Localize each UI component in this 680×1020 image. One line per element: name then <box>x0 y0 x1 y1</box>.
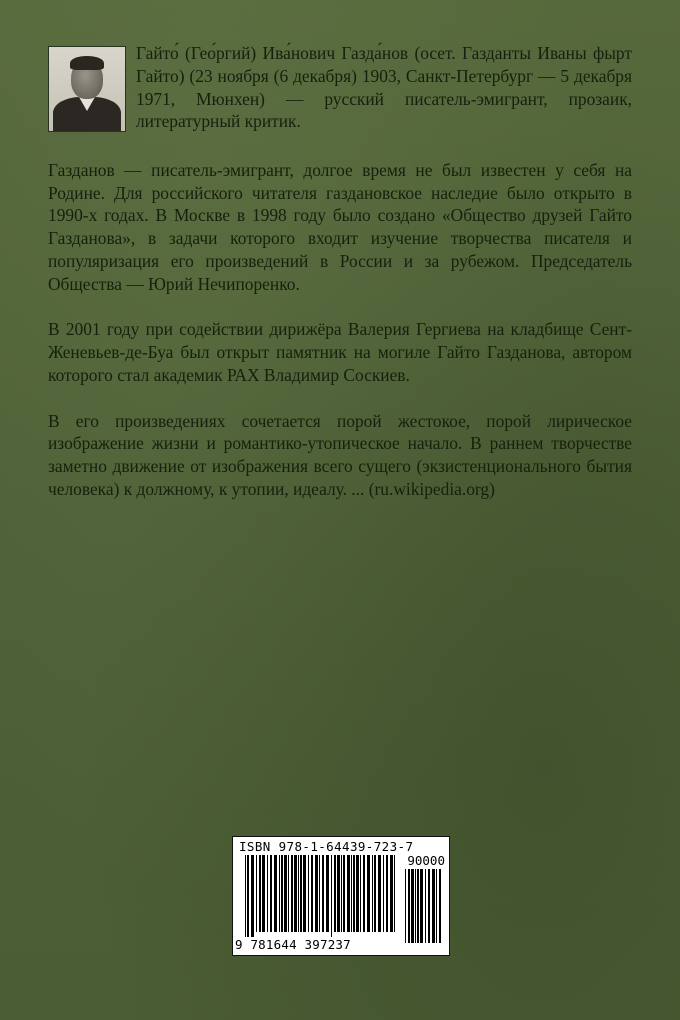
barcode-bar <box>341 855 342 932</box>
barcode-bar <box>408 869 410 943</box>
barcode-bar <box>315 855 318 932</box>
barcode-bar <box>356 855 359 932</box>
barcode-bar <box>319 855 320 932</box>
barcode-bar <box>378 855 381 932</box>
barcode-bar <box>311 855 313 932</box>
barcode-bar <box>288 855 289 932</box>
barcode-bar <box>372 855 373 932</box>
barcode-bar <box>363 855 365 932</box>
barcode-bar <box>331 855 332 939</box>
barcode-bar <box>383 855 384 932</box>
barcode-bar <box>436 869 437 943</box>
bio-text-1: Гайто́ (Гео́ргий) Ива́нович Газда́нов (осет. Газданты Иваны фырт Гайто) (23 ноября (6 декабря) 1903, Санкт-Петербург — 5 декабря 1971, Мюнхен) — русский писатель-эмигрант, прозаик, литературный критик. <box>136 43 632 132</box>
price-code: 90000 <box>407 853 445 868</box>
barcode-bar <box>386 855 388 932</box>
barcode-bar <box>439 869 441 943</box>
barcode-bar <box>432 869 435 943</box>
barcode-bar <box>294 855 297 932</box>
bio-paragraph-4: В его произведениях сочетается порой жестокое, порой лирическое изображение жизни и романтико-утопическое начало. В раннем творчестве заметно движение от изображения всего сущего (экзистенционального бытия человека) к должному, к утопии, идеалу. ... (ru.wikipedia.org) <box>48 410 632 499</box>
barcode-bar <box>417 869 419 943</box>
barcode-bar <box>245 855 246 939</box>
barcode-bar <box>270 855 272 932</box>
description-block <box>48 42 632 524</box>
barcode-bar <box>291 855 293 932</box>
barcode-bar <box>308 855 309 932</box>
barcode-bar <box>367 855 370 932</box>
barcode-bar <box>353 855 355 932</box>
barcode-bars-main <box>245 855 397 939</box>
isbn-label: ISBN 978-1-64439-723-7 <box>239 839 414 854</box>
barcode-bar <box>262 855 265 932</box>
barcode-bar <box>267 855 268 932</box>
barcode-bar <box>298 855 299 932</box>
barcode-bar <box>322 855 324 932</box>
barcode-bars-addon <box>405 869 443 949</box>
barcode-bar <box>360 855 361 932</box>
barcode-bar <box>259 855 261 932</box>
barcode-bar <box>420 869 423 943</box>
barcode-bar <box>374 855 376 932</box>
barcode-bar <box>415 869 416 943</box>
barcode-bar <box>394 855 395 932</box>
bio-paragraph-2: Газданов — писатель-эмигрант, долгое время не был известен у себя на Родине. Для российского читателя газдановское наследие было открыто в 1990-х годах. В Москве в 1998 году было создано «Общество друзей Гайто Газданова», в задачи которого входит изучение творчества писателя и популяризация его произведений в России и за рубежом. Председатель Общества — Юрий Нечипоренко. <box>48 159 632 294</box>
barcode-bar <box>251 855 254 939</box>
ean-digits: 9 781644 397237 <box>235 937 351 952</box>
barcode-bar <box>428 869 430 943</box>
barcode-bar <box>300 855 302 932</box>
isbn-barcode <box>232 836 450 956</box>
barcode-bar <box>256 855 257 932</box>
barcode-bar <box>274 855 277 932</box>
bio-paragraph-3: В 2001 году при содействии дирижёра Валерия Гергиева на кладбище Сент-Женевьев-де-Буа был открыт памятник на могиле Гайто Газданова, автором которого стал академик РАХ Владимир Соскиев. <box>48 319 632 385</box>
portrait-hair <box>70 56 104 70</box>
bio-paragraph-1 <box>48 42 632 136</box>
barcode-bar <box>343 855 345 932</box>
barcode-bar <box>390 855 393 932</box>
barcode-bar <box>303 855 306 932</box>
barcode-bar <box>347 855 350 932</box>
barcode-bar <box>281 855 283 932</box>
barcode-bar <box>411 869 414 943</box>
author-portrait <box>48 46 126 132</box>
barcode-bar <box>334 855 336 932</box>
barcode-bar <box>284 855 287 932</box>
barcode-bar <box>247 855 249 939</box>
barcode-bar <box>337 855 340 932</box>
barcode-bar <box>279 855 280 932</box>
barcode-bar <box>326 855 329 932</box>
barcode-bar <box>351 855 352 932</box>
barcode-bar <box>405 869 406 943</box>
barcode-bar <box>425 869 426 943</box>
